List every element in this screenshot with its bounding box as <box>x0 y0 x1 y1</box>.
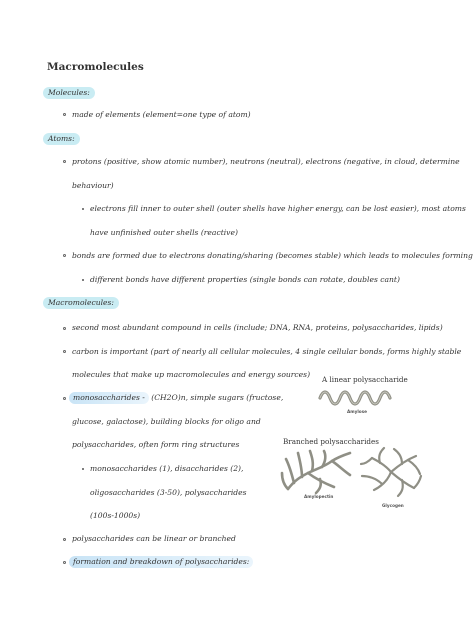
atoms-point-2: bonds are formed due to electrons donating/sharing (becomes stable) which leads to molecules forming <box>72 251 473 260</box>
bullet-icon <box>63 561 66 564</box>
bullet-icon <box>63 254 66 257</box>
macro-subpoint-3-line-1: monosaccharides (1), disaccharides (2), <box>90 464 244 473</box>
branched-polysaccharides-caption: Branched polysaccharides <box>283 437 379 446</box>
bullet-icon <box>63 113 66 116</box>
section-heading-atoms: Atoms: <box>43 133 80 145</box>
macro-point-3-line-3: polysaccharides, often form ring structures <box>72 440 240 449</box>
atoms-subpoint-2: different bonds have different properties (single bonds can rotate, doubles cant) <box>90 275 400 284</box>
atoms-subpoint-1-line-1: electrons fill inner to outer shell (outer shells have higher energy, can be lost easier), most atoms <box>90 204 466 213</box>
monosaccharides-highlight: monosaccharides - <box>69 392 149 404</box>
macro-point-2-line-2: molecules that make up macromolecules and energy sources) <box>72 370 311 379</box>
section-heading-macromolecules: Macromolecules: <box>43 297 119 309</box>
formation-highlight: formation and breakdown of polysaccharides: <box>69 556 253 568</box>
molecules-point: made of elements (element=one type of atom) <box>72 110 251 119</box>
sub-bullet-icon <box>82 468 84 470</box>
macro-point-2-line-1: carbon is important (part of nearly all cellular molecules, 4 single cellular bonds, forms highly stable <box>72 347 462 356</box>
amylopectin-illustration <box>280 449 356 495</box>
macro-point-3-line-2: glucose, galactose), building blocks for oligo and <box>72 417 261 426</box>
glycogen-label: Glycogen <box>382 503 404 508</box>
bullet-icon <box>63 350 66 353</box>
atoms-subpoint-1-line-2: have unfinished outer shells (reactive) <box>90 228 238 237</box>
sub-bullet-icon <box>82 279 84 281</box>
monosaccharides-definition: (CH2O)n, simple sugars (fructose, <box>148 393 284 402</box>
linear-polysaccharide-caption: A linear polysaccharide <box>322 375 408 384</box>
macro-point-5 <box>69 557 253 566</box>
atoms-point-1-line-1: protons (positive, show atomic number), neutrons (neutral), electrons (negative, in cloud, determine <box>72 157 460 166</box>
page-title: Macromolecules <box>47 61 144 73</box>
amylose-label: Amylose <box>347 409 367 414</box>
macro-subpoint-3-line-2: oligosaccharides (3-50), polysaccharides <box>90 488 247 497</box>
bullet-icon <box>63 160 66 163</box>
macro-subpoint-3-line-3: (100s-1000s) <box>90 511 141 520</box>
amylose-chain-illustration <box>316 388 396 408</box>
atoms-point-1-line-2: behaviour) <box>72 181 114 190</box>
glycogen-illustration <box>358 446 424 498</box>
macro-point-1: second most abundant compound in cells (include; DNA, RNA, proteins, polysaccharides, lipids) <box>72 323 443 332</box>
section-heading-molecules: Molecules: <box>43 87 95 99</box>
bullet-icon <box>63 538 66 541</box>
macro-point-4: polysaccharides can be linear or branched <box>72 534 236 543</box>
amylopectin-label: Amylopectin <box>304 494 334 499</box>
bullet-icon <box>63 397 66 400</box>
macro-point-3-line-1 <box>69 393 283 402</box>
sub-bullet-icon <box>82 208 84 210</box>
bullet-icon <box>63 327 66 330</box>
